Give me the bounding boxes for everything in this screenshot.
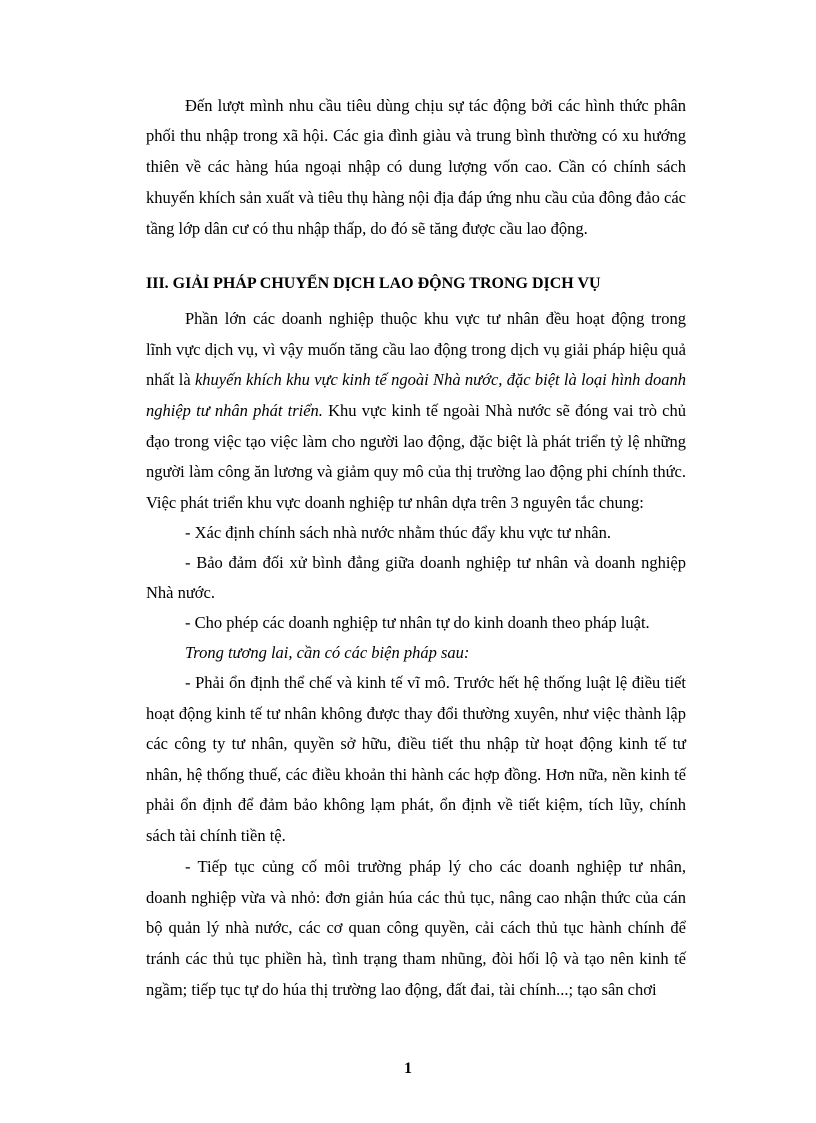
list-item: - Cho phép các doanh nghiệp tư nhân tự do kinh doanh theo pháp luật. [185, 613, 650, 632]
list-item: - Xác định chính sách nhà nước nhằm thúc đẩy khu vực tư nhân. [185, 523, 611, 542]
list-item: - Bảo đảm đối xử bình đẳng giữa doanh nghiệp tư nhân và doanh nghiệp [185, 553, 686, 572]
paragraph-line: ngầm; tiếp tục tự do húa thị trường lao động, đất đai, tài chính...; tạo sân chơi [146, 980, 657, 999]
paragraph-line: lĩnh vực dịch vụ, vì vậy muốn tăng cầu lao động trong dịch vụ giải pháp hiệu quả [146, 340, 686, 359]
emphasis-text: khuyến khích khu vực kinh tế ngoài Nhà nước, đặc biệt là loại hình doanh [194, 370, 686, 389]
paragraph-line: khuyến khích sản xuất và tiêu thụ hàng nội địa đáp ứng nhu cầu của đông đảo các [146, 188, 686, 207]
plain-text: nhất là [146, 370, 195, 389]
subheading: Trong tương lai, cần có các biện pháp sau: [185, 643, 470, 662]
paragraph-line: Đến lượt mình nhu cầu tiêu dùng chịu sự tác động bởi các hình thức phân [185, 96, 686, 115]
paragraph-line: các công ty tư nhân, quyền sở hữu, điều tiết thu nhập từ hoạt động kinh tế tư [146, 734, 686, 753]
paragraph-line: - Phải ổn định thể chế và kinh tế vĩ mô. Trước hết hệ thống luật lệ điều tiết [185, 673, 686, 692]
paragraph-line: thiên về các hàng húa ngoại nhập có dung lượng vốn cao. Cần có chính sách [146, 157, 686, 176]
paragraph-line: - Tiếp tục củng cố môi trường pháp lý cho các doanh nghiệp tư nhân, [185, 857, 686, 876]
paragraph-line: hoạt động kinh tế tư nhân không được thay đổi thường xuyên, như việc thành lập [146, 704, 686, 723]
paragraph-line: nhân, hệ thống thuế, các điều khoản thi hành các hợp đồng. Hơn nữa, nền kinh tế [146, 765, 686, 784]
paragraph-line: đạo trong việc tạo việc làm cho người lao động, đặc biệt là phát triển tỷ lệ những [146, 432, 686, 451]
paragraph-line: phải ổn định để đảm bảo không lạm phát, ổn định về tiết kiệm, tích lũy, chính [146, 795, 686, 814]
paragraph-line: bộ quản lý nhà nước, các cơ quan công quyền, cải cách thủ tục hành chính để [146, 918, 686, 937]
paragraph-line: sách tài chính tiền tệ. [146, 826, 286, 845]
section-heading: III. GIẢI PHÁP CHUYỂN DỊCH LAO ĐỘNG TRONG DỊCH VỤ [146, 275, 601, 292]
paragraph-line: phối thu nhập trong xã hội. Các gia đình giàu và trung bình thường có xu hướng [146, 126, 686, 145]
paragraph-line [146, 370, 686, 390]
paragraph-line: Phần lớn các doanh nghiệp thuộc khu vực tư nhân đều hoạt động trong [185, 309, 686, 328]
paragraph-line: Việc phát triển khu vực doanh nghiệp tư nhân dựa trên 3 nguyên tắc chung: [146, 493, 644, 512]
page-number: 1 [404, 1060, 412, 1077]
paragraph-line: tránh các thủ tục phiền hà, tình trạng tham nhũng, đòi hối lộ và tạo nên kinh tế [146, 949, 686, 968]
plain-text: Khu vực kinh tế ngoài Nhà nước sẽ đóng vai trò chủ [322, 401, 686, 420]
paragraph-line [146, 401, 686, 421]
emphasis-text: nghiệp tư nhân phát triển. [146, 401, 323, 420]
paragraph-line: doanh nghiệp vừa và nhỏ: đơn giản húa các thủ tục, nâng cao nhận thức của cán [146, 888, 686, 907]
paragraph-line: người làm công ăn lương và giảm quy mô của thị trường lao động phi chính thức. [146, 462, 686, 481]
list-item-continuation: Nhà nước. [146, 583, 215, 602]
paragraph-line: tầng lớp dân cư có thu nhập thấp, do đó sẽ tăng được cầu lao động. [146, 219, 588, 238]
